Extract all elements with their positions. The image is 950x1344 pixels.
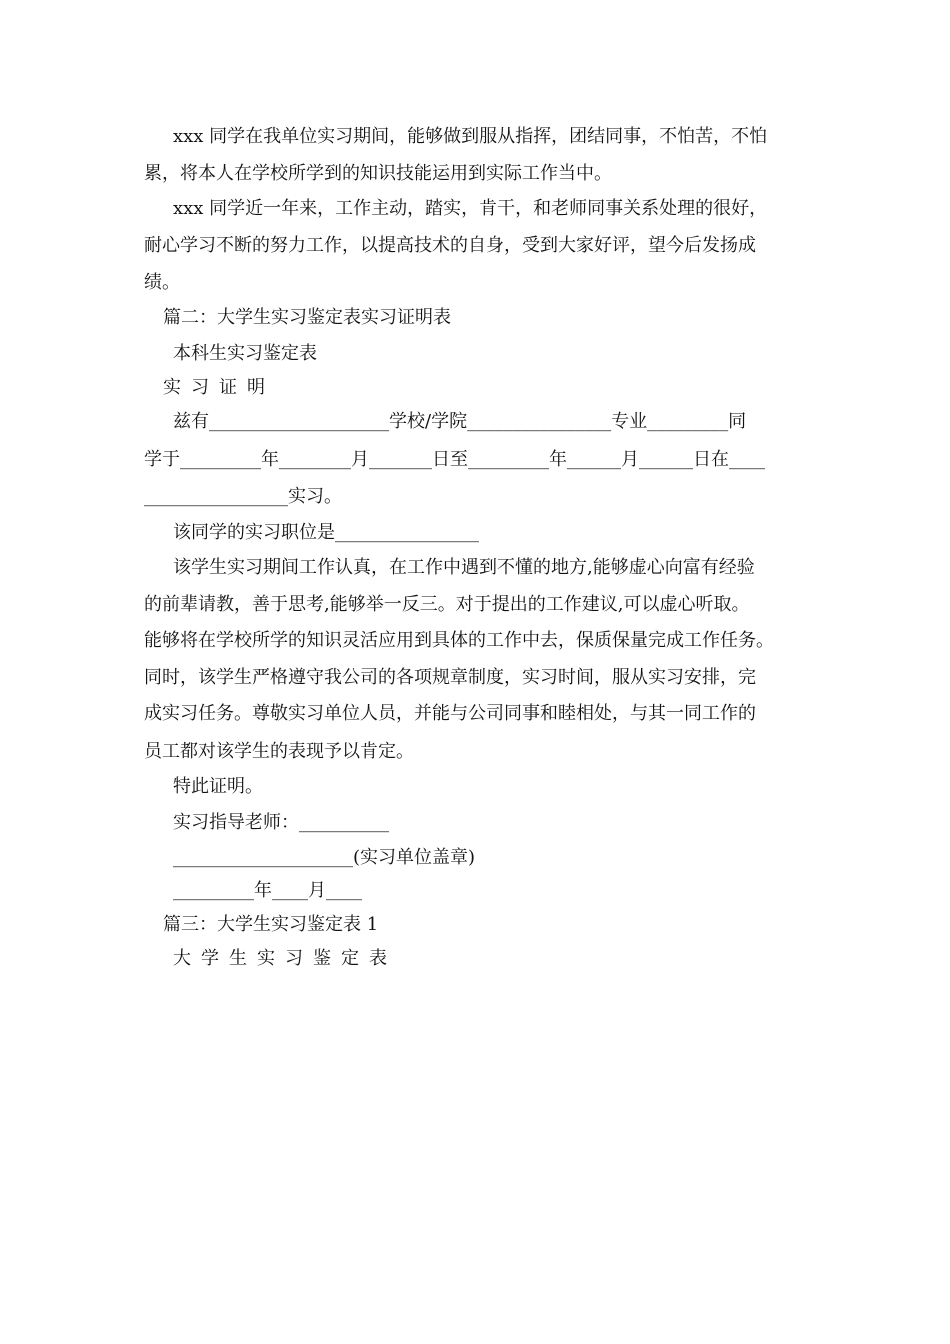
position-field-line: 该同学的实习职位是________________ — [173, 522, 479, 543]
unit-seal-field: ____________________(实习单位盖章) — [173, 847, 476, 868]
form-field-line-3: ________________实习。 — [144, 486, 342, 507]
evaluation-line-1: 该学生实习期间工作认真，在工作中遇到不懂的地方,能够虚心向富有经验 — [173, 557, 755, 578]
form-field-line-1: 兹有____________________学校/学院________________专业_________同 — [173, 411, 747, 432]
appraisal-form-title: 大学生实习鉴定表 — [173, 948, 397, 969]
date-field: _________年____月____ — [173, 880, 362, 901]
paragraph-line-4: 耐心学习不断的努力工作，以提高技术的自身，受到大家好评，望今后发扬成 — [144, 235, 756, 256]
paragraph-line-2: 累，将本人在学校所学到的知识技能运用到实际工作当中。 — [144, 163, 612, 184]
paragraph-line-3: xxx 同学近一年来，工作主动，踏实，肯干，和老师同事关系处理的很好， — [173, 198, 768, 219]
evaluation-line-6: 员工都对该学生的表现予以肯定。 — [144, 741, 414, 762]
form-field-line-2: 学于_________年________月_______日至_________年______月______日在____ — [144, 449, 765, 470]
evaluation-line-3: 能够将在学校所学的知识灵活应用到具体的工作中去，保质保量完成工作任务。 — [144, 630, 774, 651]
evaluation-line-2: 的前辈请教，善于思考,能够举一反三。对于提出的工作建议,可以虚心听取。 — [144, 594, 750, 615]
certificate-title: 实习证明 — [163, 377, 275, 398]
section-heading-part-three: 篇三：大学生实习鉴定表 1 — [163, 914, 379, 935]
evaluation-line-4: 同时，该学生严格遵守我公司的各项规章制度，实习时间，服从实习安排，完 — [144, 667, 756, 688]
section-heading-part-two: 篇二：大学生实习鉴定表实习证明表 — [163, 307, 451, 328]
form-title: 本科生实习鉴定表 — [173, 343, 317, 364]
supervisor-field: 实习指导老师：__________ — [173, 812, 389, 833]
certification-statement: 特此证明。 — [173, 776, 263, 797]
evaluation-line-5: 成实习任务。尊敬实习单位人员，并能与公司同事和睦相处，与其一同工作的 — [144, 703, 756, 724]
paragraph-line-1: xxx 同学在我单位实习期间，能够做到服从指挥，团结同事，不怕苦，不怕 — [173, 126, 768, 147]
paragraph-line-5: 绩。 — [144, 272, 180, 293]
